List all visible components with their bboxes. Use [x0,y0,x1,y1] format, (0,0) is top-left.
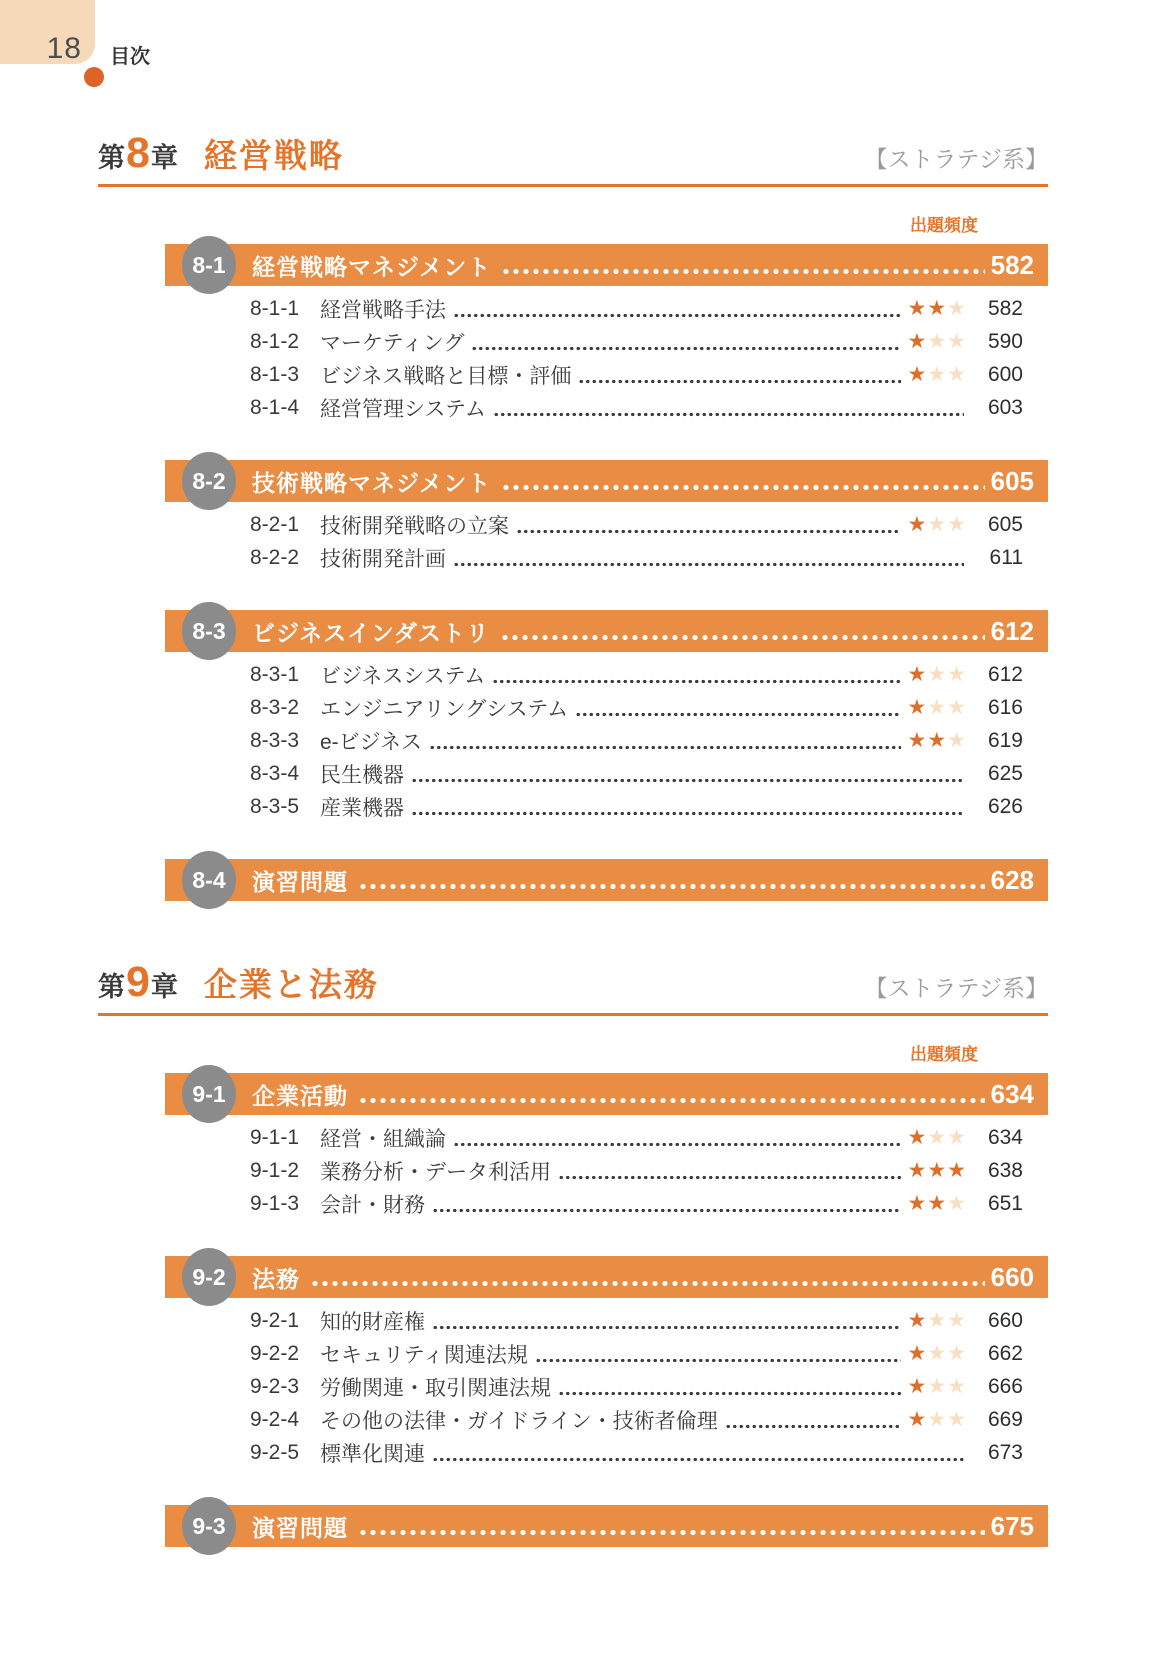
dot-leader [453,562,964,567]
section-block [0,244,1165,424]
item-page-number: 603 [987,395,1023,419]
section-block [0,1256,1165,1469]
dot-leader [411,811,964,816]
item-page-number: 619 [987,728,1023,752]
item-title: 業務分析・データ利活用 [320,1160,551,1184]
star-empty-icon: ★ [927,363,948,386]
dot-leader [558,1175,901,1180]
item-page-number: 660 [987,1308,1023,1332]
dot-leader [429,745,900,750]
toc-item-row [250,541,1023,574]
star-empty-icon: ★ [927,696,948,719]
toc-item-row [250,358,1023,391]
star-filled-icon: ★ [927,729,948,752]
star-empty-icon: ★ [927,513,948,536]
chapter-heading [98,959,1048,1016]
toc-item-row [250,1154,1023,1187]
item-page-number: 638 [987,1158,1023,1182]
star-empty-icon: ★ [947,1375,967,1398]
page-number-corner [0,0,95,64]
item-id: 9-1-1 [250,1125,300,1149]
item-id: 8-1-3 [250,362,300,386]
star-filled-icon: ★ [907,1126,928,1149]
items-list [250,292,1023,424]
frequency-stars [908,1158,967,1183]
section-page-number: 660 [990,1261,1034,1292]
item-title: 労働関連・取引関連法規 [320,1376,551,1400]
section-title: 演習問題 [252,1514,348,1541]
star-empty-icon: ★ [947,1408,967,1431]
star-filled-icon: ★ [927,297,948,320]
toc-item-row [250,790,1023,823]
item-page-number: 612 [987,662,1023,686]
star-empty-icon: ★ [927,1408,948,1431]
toc-item-row [250,1370,1023,1403]
item-page-number: 590 [987,329,1023,353]
items-list [250,508,1023,574]
star-empty-icon: ★ [947,1342,967,1365]
chapter-category-badge: 【ストラテジ系】 [864,146,1048,172]
star-empty-icon: ★ [947,663,967,686]
section-title: 企業活動 [252,1082,348,1109]
frequency-stars [908,512,967,537]
section-bar [165,1256,1048,1298]
item-page-number: 673 [987,1440,1023,1464]
dot-leader [725,1424,901,1429]
chapter-number-suffix: 章 [150,972,178,1002]
star-empty-icon: ★ [927,330,948,353]
section-block [0,460,1165,574]
page-number: 18 [46,32,82,65]
dot-leader [501,268,984,275]
chapter-number: 8 [126,129,150,177]
star-filled-icon: ★ [907,1408,928,1431]
section-title: ビジネスインダストリ [252,619,490,646]
toc-item-row [250,508,1023,541]
item-page-number: 625 [987,761,1023,785]
dot-leader [432,1457,964,1462]
item-id: 8-3-3 [250,728,300,752]
item-title: ビジネス戦略と目標・評価 [320,364,572,388]
dot-leader [578,379,900,384]
item-page-number: 600 [987,362,1023,386]
item-page-number: 605 [987,512,1023,536]
item-id: 8-1-4 [250,395,300,419]
section-page-number: 628 [990,864,1034,895]
section-page-number: 582 [990,249,1034,280]
frequency-stars [908,1341,967,1366]
item-page-number: 582 [987,296,1023,320]
star-filled-icon: ★ [947,1159,967,1182]
section-page-number: 675 [990,1510,1034,1541]
item-title: 標準化関連 [320,1442,425,1466]
frequency-stars [908,362,967,387]
chapter-number-suffix: 章 [150,143,178,173]
dot-leader [492,679,900,684]
chapter-title: 企業と法務 [203,966,379,1003]
item-title: 民生機器 [320,763,404,787]
star-filled-icon: ★ [907,330,928,353]
item-page-number: 634 [987,1125,1023,1149]
toc-item-row [250,1304,1023,1337]
sections-list [0,244,1165,901]
section-bar [165,460,1048,502]
item-title: 会計・財務 [320,1193,425,1217]
frequency-label: 出題頻度 [910,1045,978,1064]
dot-leader [358,1097,985,1104]
chapters-container [0,130,1165,1547]
frequency-stars [908,1374,967,1399]
item-page-number: 616 [987,695,1023,719]
chapter-heading [98,130,1048,187]
item-title: 経営・組織論 [320,1127,446,1151]
toc-item-row [250,1403,1023,1436]
item-title: 技術開発計画 [320,547,446,571]
star-empty-icon: ★ [947,729,967,752]
section-number-badge: 8-3 [182,602,236,660]
star-filled-icon: ★ [907,363,928,386]
star-empty-icon: ★ [947,1126,967,1149]
item-page-number: 669 [987,1407,1023,1431]
section-number-badge: 8-2 [182,452,236,510]
toc-item-row [250,325,1023,358]
item-title: ビジネスシステム [320,664,486,688]
star-filled-icon: ★ [907,513,928,536]
section-page-number: 605 [990,465,1034,496]
star-empty-icon: ★ [927,1126,948,1149]
item-id: 9-1-2 [250,1158,300,1182]
star-filled-icon: ★ [907,1159,928,1182]
item-id: 8-3-4 [250,761,300,785]
section-bar [165,859,1048,901]
chapter-category-badge: 【ストラテジ系】 [864,975,1048,1001]
star-empty-icon: ★ [947,330,967,353]
chapter [0,959,1165,1547]
section-bar [165,610,1048,652]
section-block [0,1505,1165,1547]
dot-leader [310,1280,985,1287]
item-id: 8-3-1 [250,662,300,686]
item-id: 9-2-2 [250,1341,300,1365]
item-id: 9-1-3 [250,1191,300,1215]
dot-leader [411,778,964,783]
dot-leader [432,1208,901,1213]
item-title: マーケティング [320,331,465,355]
frequency-stars [908,296,967,321]
items-list [250,1304,1023,1469]
dot-leader [358,883,985,890]
section-number-badge: 9-1 [182,1065,236,1123]
item-id: 9-2-3 [250,1374,300,1398]
toc-item-row [250,391,1023,424]
star-empty-icon: ★ [947,1192,967,1215]
section-page-number: 612 [990,615,1034,646]
item-title: e-ビジネス [320,730,423,754]
toc-item-row [250,1187,1023,1220]
dot-leader [558,1391,901,1396]
frequency-stars [908,1308,967,1333]
item-title: セキュリティ関連法規 [320,1343,528,1367]
dot-leader [535,1358,901,1363]
star-empty-icon: ★ [947,1309,967,1332]
section-bar [165,1073,1048,1115]
item-title: 経営戦略手法 [320,298,446,322]
dot-leader [471,346,900,351]
section-title: 演習問題 [252,868,348,895]
section-block [0,610,1165,823]
frequency-stars [908,329,967,354]
chapter-number-prefix: 第 [98,972,125,1002]
item-title: エンジニアリングシステム [320,697,569,721]
star-filled-icon: ★ [907,729,928,752]
chapter-number-prefix: 第 [98,143,125,173]
star-empty-icon: ★ [927,1375,948,1398]
dot-leader [432,1325,901,1330]
star-filled-icon: ★ [927,1159,948,1182]
chapter [0,130,1165,901]
item-page-number: 626 [987,794,1023,818]
star-filled-icon: ★ [907,663,928,686]
item-title: 産業機器 [320,796,404,820]
dot-leader [575,712,900,717]
section-block [0,859,1165,901]
item-id: 8-2-1 [250,512,300,536]
corner-dot-icon [84,67,104,87]
toc-item-row [250,1436,1023,1469]
chapter-number: 9 [126,958,150,1006]
page-header [0,0,1165,86]
item-id: 9-2-1 [250,1308,300,1332]
sections-list [0,1073,1165,1547]
star-empty-icon: ★ [947,297,967,320]
star-filled-icon: ★ [907,1309,928,1332]
dot-leader [453,1142,901,1147]
star-filled-icon: ★ [907,1342,928,1365]
section-bar [165,244,1048,286]
dot-leader [501,484,984,491]
toc-title: 目次 [110,46,150,68]
item-page-number: 666 [987,1374,1023,1398]
star-empty-icon: ★ [947,513,967,536]
star-empty-icon: ★ [947,696,967,719]
toc-item-row [250,292,1023,325]
dot-leader [493,412,964,417]
items-list [250,658,1023,823]
frequency-stars [908,662,967,687]
star-empty-icon: ★ [927,1309,948,1332]
section-bar [165,1505,1048,1547]
toc-item-row [250,724,1023,757]
item-id: 8-3-2 [250,695,300,719]
frequency-stars [908,1191,967,1216]
section-number-badge: 8-1 [182,236,236,294]
item-title: その他の法律・ガイドライン・技術者倫理 [320,1409,718,1433]
star-filled-icon: ★ [907,1192,928,1215]
frequency-stars [908,1125,967,1150]
section-page-number: 634 [990,1078,1034,1109]
section-title: 経営戦略マネジメント [252,253,492,280]
section-number-badge: 9-2 [182,1248,236,1306]
star-empty-icon: ★ [947,363,967,386]
item-page-number: 662 [987,1341,1023,1365]
item-id: 8-3-5 [250,794,300,818]
item-id: 9-2-5 [250,1440,300,1464]
frequency-stars [908,728,967,753]
item-title: 経営管理システム [320,397,486,421]
frequency-stars [908,1407,967,1432]
chapter-title: 経営戦略 [203,137,344,174]
frequency-label: 出題頻度 [910,216,978,235]
toc-item-row [250,1337,1023,1370]
section-title: 技術戦略マネジメント [252,469,492,496]
section-block [0,1073,1165,1220]
item-title: 技術開発戦略の立案 [320,514,509,538]
dot-leader [358,1529,985,1536]
star-filled-icon: ★ [907,297,928,320]
star-filled-icon: ★ [907,1375,928,1398]
item-id: 9-2-4 [250,1407,300,1431]
item-page-number: 611 [989,545,1023,569]
dot-leader [453,313,901,318]
toc-item-row [250,658,1023,691]
dot-leader [516,529,901,534]
star-empty-icon: ★ [927,663,948,686]
section-number-badge: 8-4 [182,851,236,909]
items-list [250,1121,1023,1220]
item-title: 知的財産権 [320,1310,425,1334]
item-id: 8-1-1 [250,296,300,320]
section-title: 法務 [252,1265,300,1292]
item-id: 8-2-2 [250,545,300,569]
frequency-stars [908,695,967,720]
toc-item-row [250,691,1023,724]
item-id: 8-1-2 [250,329,300,353]
toc-item-row [250,1121,1023,1154]
star-filled-icon: ★ [927,1192,948,1215]
item-page-number: 651 [987,1191,1023,1215]
toc-item-row [250,757,1023,790]
section-number-badge: 9-3 [182,1497,236,1555]
dot-leader [500,634,985,641]
star-filled-icon: ★ [907,696,928,719]
star-empty-icon: ★ [927,1342,948,1365]
